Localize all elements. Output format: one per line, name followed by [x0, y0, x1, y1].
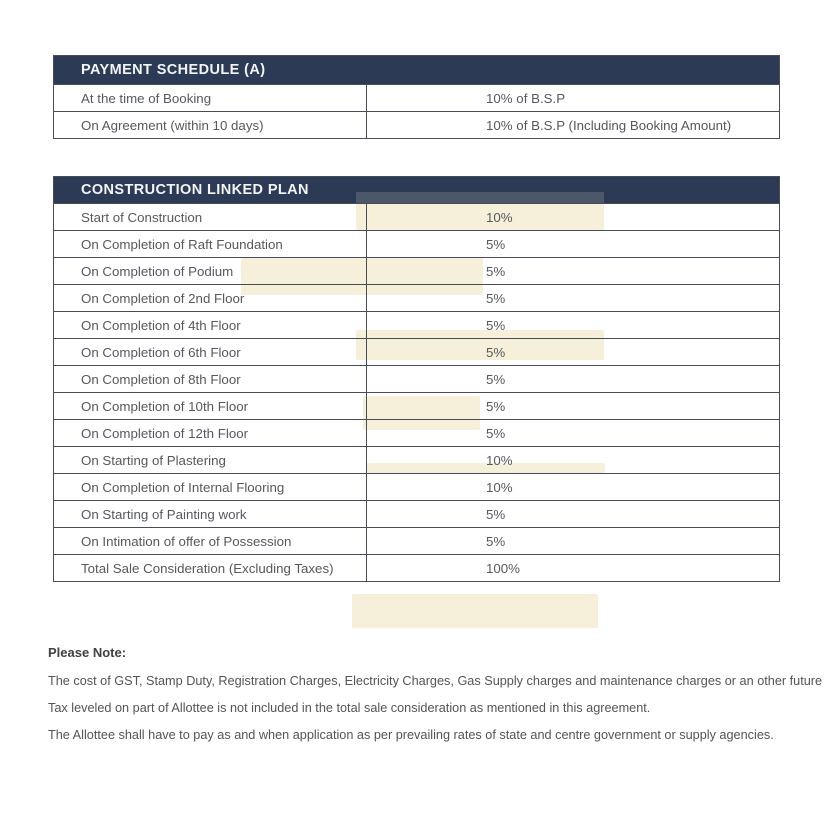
note-line: Tax leveled on part of Allottee is not included in the total sale consideration as mentioned in this agreement.	[48, 701, 651, 715]
table-row	[54, 230, 779, 257]
milestone-label: On Completion of Raft Foundation	[54, 231, 367, 257]
milestone-label: On Starting of Painting work	[54, 501, 367, 527]
table-row	[54, 446, 779, 473]
milestone-label: On Intimation of offer of Possession	[54, 528, 367, 554]
note-line: The Allottee shall have to pay as and when application as per prevailing rates of state and centre government or supply agencies.	[48, 728, 774, 742]
payment-value: 10% of B.S.P	[486, 90, 566, 106]
payment-value: 5%	[486, 425, 506, 441]
milestone-label: On Agreement (within 10 days)	[54, 112, 367, 138]
milestone-label: On Completion of 6th Floor	[54, 339, 367, 365]
payment-value: 5%	[486, 317, 506, 333]
payment-value: 5%	[486, 236, 506, 252]
payment-value: 5%	[486, 263, 506, 279]
table-row	[54, 527, 779, 554]
payment-value: 5%	[486, 344, 506, 360]
notes-lines	[48, 668, 822, 749]
payment-schedule-rows	[54, 84, 779, 138]
milestone-label: On Completion of 12th Floor	[54, 420, 367, 446]
construction-plan-rows	[54, 203, 779, 581]
payment-value: 5%	[486, 398, 506, 414]
table-row	[54, 500, 779, 527]
payment-schedule-table	[53, 55, 780, 139]
milestone-label: At the time of Booking	[54, 85, 367, 111]
milestone-label: On Completion of Internal Flooring	[54, 474, 367, 500]
table-row	[54, 111, 779, 138]
table-row	[54, 473, 779, 500]
notes-heading: Please Note:	[48, 645, 127, 660]
payment-value: 100%	[486, 560, 521, 576]
construction-linked-plan-table	[53, 176, 780, 582]
table-row	[54, 257, 779, 284]
table-row	[54, 203, 779, 230]
milestone-label: On Completion of 4th Floor	[54, 312, 367, 338]
table-row	[54, 419, 779, 446]
milestone-label: On Completion of 10th Floor	[54, 393, 367, 419]
payment-value: 5%	[486, 371, 506, 387]
payment-schedule-title: PAYMENT SCHEDULE (A)	[54, 56, 779, 84]
note-line: The cost of GST, Stamp Duty, Registration Charges, Electricity Charges, Gas Supply charges and maintenance charges or an other future	[48, 674, 823, 688]
table-row	[54, 338, 779, 365]
highlight-artifact	[356, 192, 604, 203]
milestone-label: On Completion of Podium	[54, 258, 367, 284]
milestone-label: Total Sale Consideration (Excluding Taxes)	[54, 555, 367, 581]
table-row	[54, 84, 779, 111]
payment-value: 5%	[486, 533, 506, 549]
milestone-label: On Completion of 8th Floor	[54, 366, 367, 392]
milestone-label: Start of Construction	[54, 204, 367, 230]
notes-section	[48, 645, 822, 749]
payment-value: 5%	[486, 290, 506, 306]
table-row	[54, 311, 779, 338]
milestone-label: On Completion of 2nd Floor	[54, 285, 367, 311]
highlight-artifact	[352, 594, 598, 628]
payment-value: 5%	[486, 506, 506, 522]
table-row	[54, 554, 779, 581]
table-row	[54, 365, 779, 392]
milestone-label: On Starting of Plastering	[54, 447, 367, 473]
payment-value: 10%	[486, 452, 513, 468]
payment-value: 10%	[486, 209, 513, 225]
payment-value: 10%	[486, 479, 513, 495]
table-row	[54, 392, 779, 419]
payment-value: 10% of B.S.P (Including Booking Amount)	[486, 117, 732, 133]
construction-plan-title: CONSTRUCTION LINKED PLAN	[54, 177, 779, 203]
table-row	[54, 284, 779, 311]
